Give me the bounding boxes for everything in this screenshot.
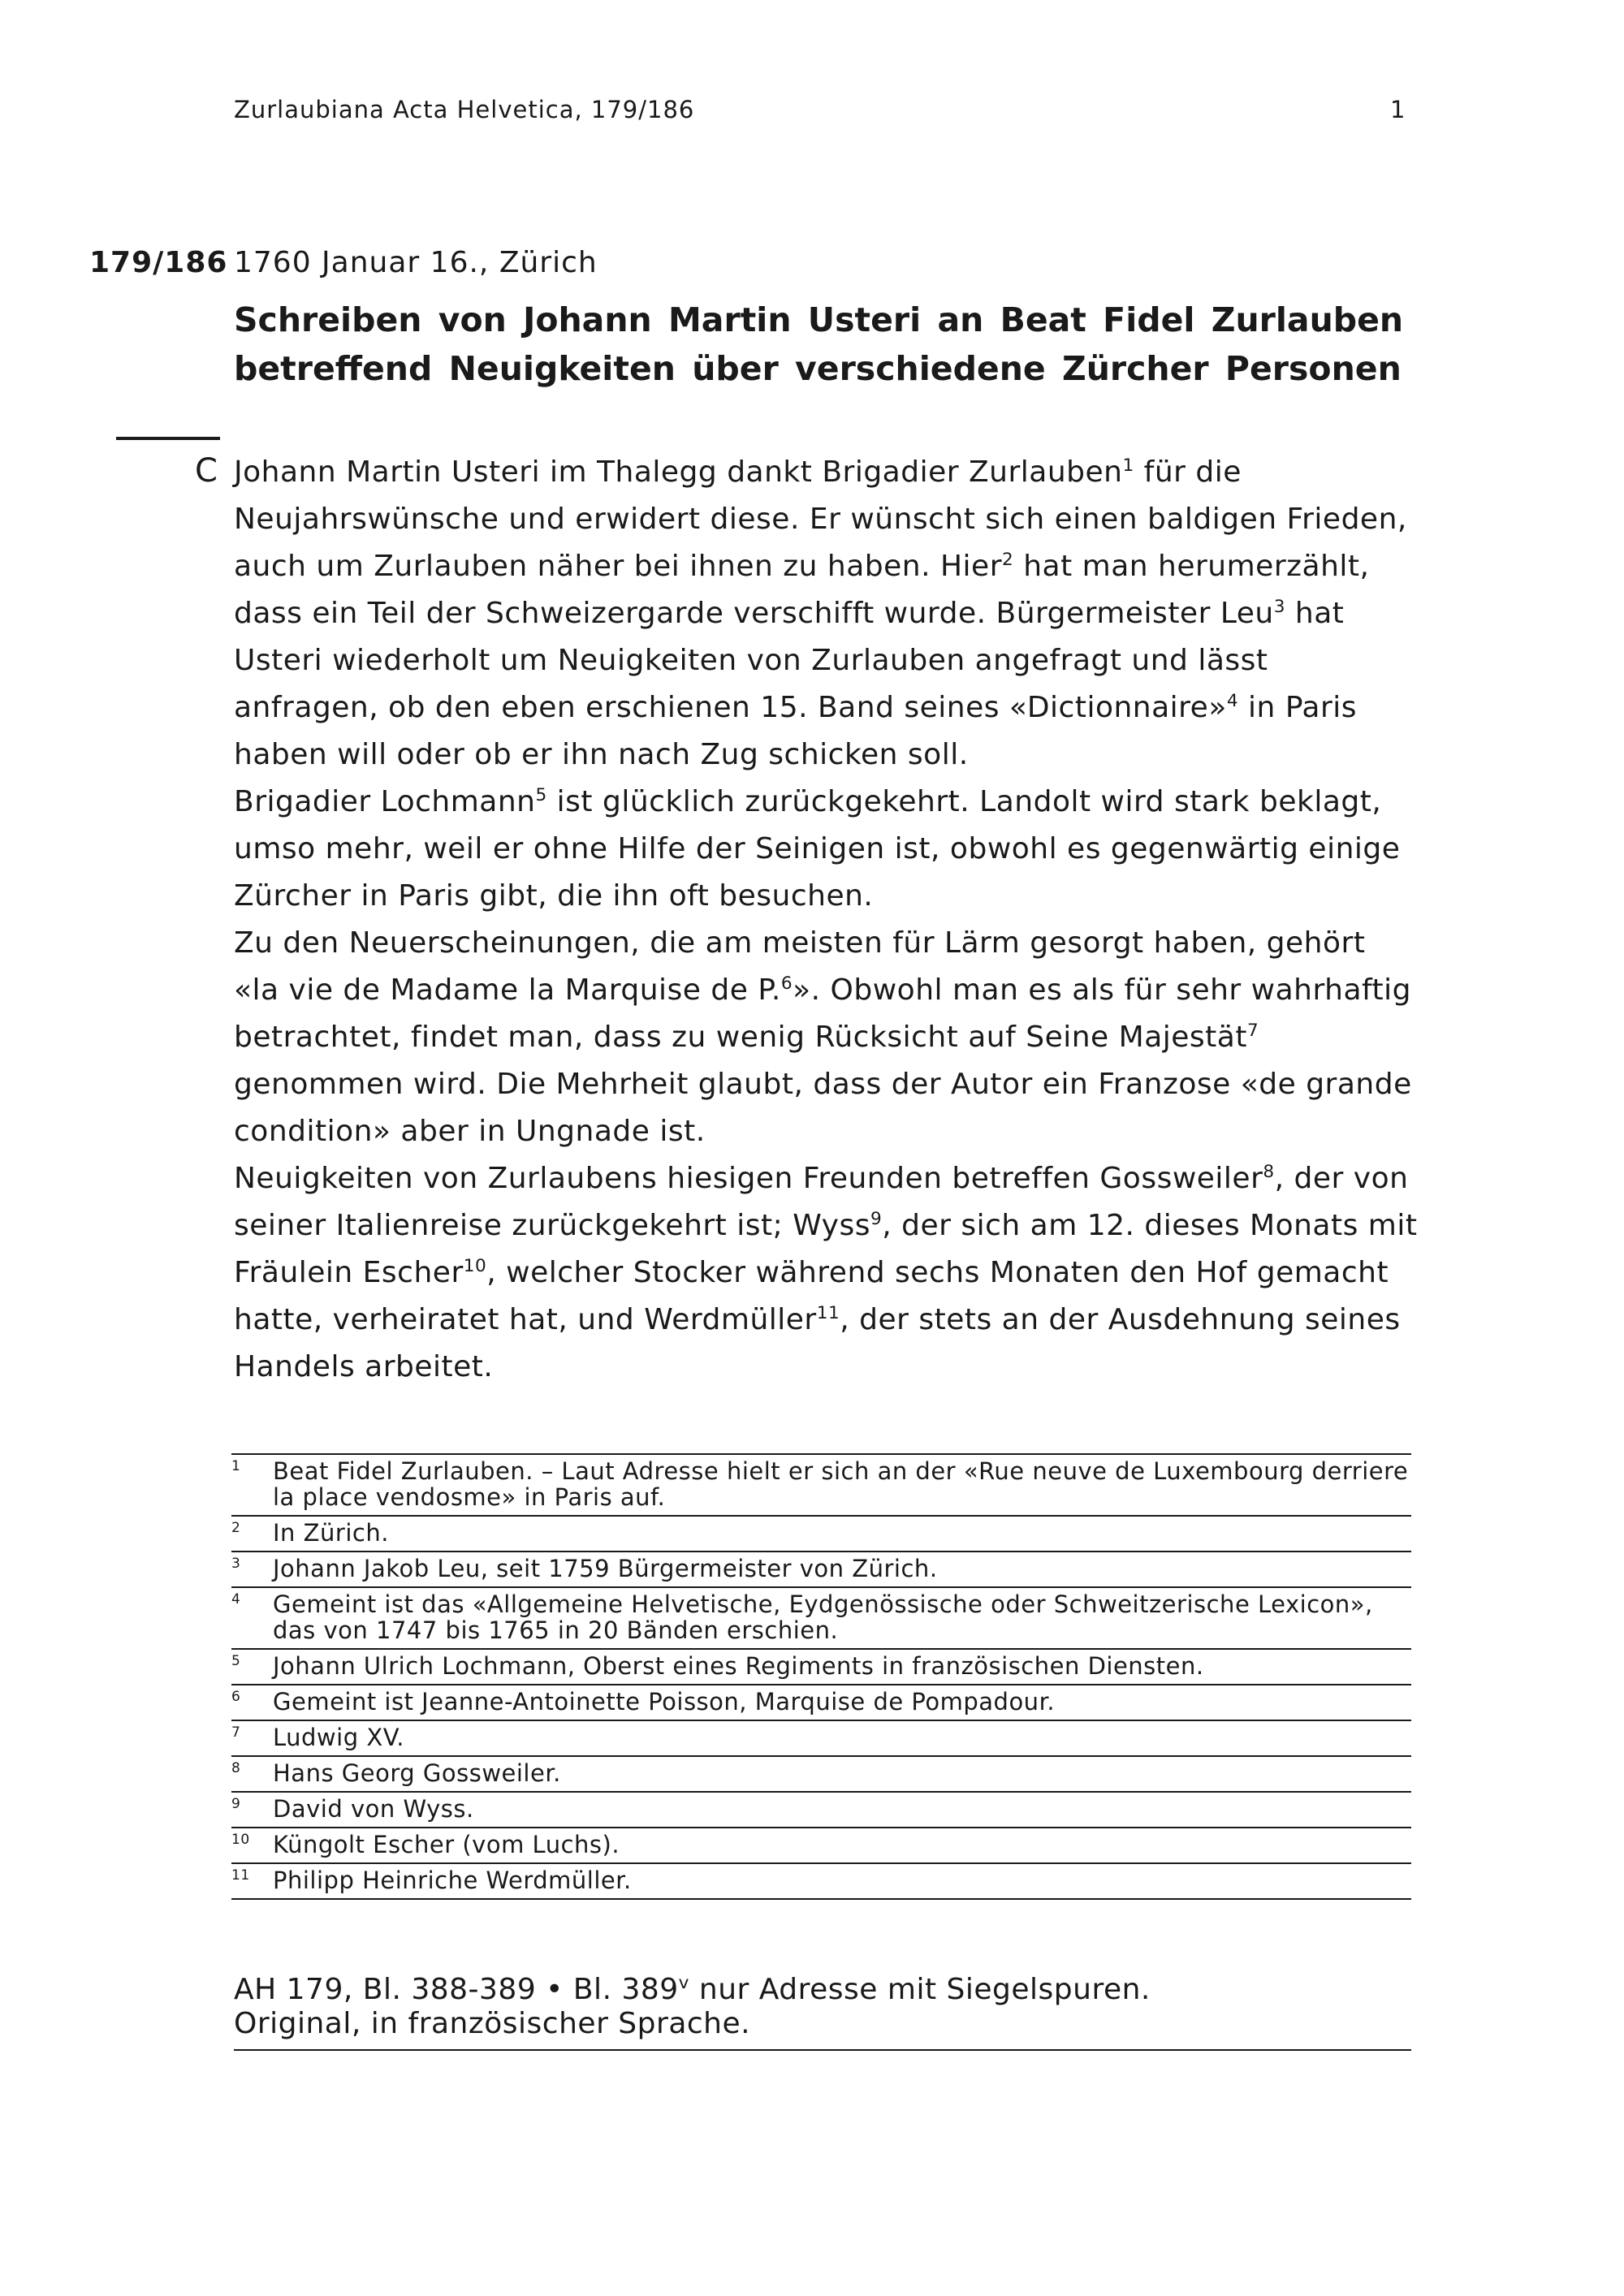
paragraph-4 <box>234 1155 1419 1391</box>
source-line-1 <box>234 1973 1411 2007</box>
source-line-2: Original, in französischer Sprache. <box>234 2007 751 2040</box>
footnote-ref[interactable]: 10 <box>463 1256 487 1276</box>
footnote-text: Johann Jakob Leu, seit 1759 Bürgermeister von Zürich. <box>273 1555 938 1582</box>
text-run: , der sich am 12. dieses Monats mit Fräulein Escher <box>234 1209 1418 1289</box>
text-run: , der stets an der Ausdehnung seines Handels arbeitet. <box>234 1303 1401 1383</box>
footnote-text: Küngolt Escher (vom Luchs). <box>273 1831 620 1858</box>
document-id: 179/186 <box>89 246 228 279</box>
text-run: hat man herumerzählt, dass ein Teil der Schweizergarde verschifft wurde. Bürgermeister Leu <box>234 550 1370 630</box>
footnote-2 <box>231 1517 1411 1552</box>
footnote-ref[interactable]: 5 <box>535 785 547 805</box>
footnote-ref[interactable]: 11 <box>816 1303 840 1323</box>
text-run: ». Obwohl man es als für sehr wahrhaftig betrachtet, findet man, dass zu wenig Rücksicht auf Seine Majestät <box>234 973 1412 1054</box>
footnote-ref[interactable]: 3 <box>1273 597 1285 617</box>
footnote-ref[interactable]: 4 <box>1226 691 1239 711</box>
text-run: , welcher Stocker während sechs Monaten den Hof gemacht hatte, verheiratet hat, und Werdmüller <box>234 1256 1389 1336</box>
text-run: ist glücklich zurückgekehrt. Landolt wird stark beklagt, umso mehr, weil er ohne Hilfe der Seinigen ist, obwohl es gegenwärtig einige Zürcher in Paris gibt, die ihn oft besuchen. <box>234 785 1401 913</box>
footnote-ref[interactable]: 8 <box>1263 1162 1275 1182</box>
page-number: 1 <box>1390 96 1406 123</box>
text-run: hat Usteri wiederholt um Neuigkeiten von Zurlauben angefragt und lässt anfragen, ob den eben erschienen 15. Band seines «Dictionnaire» <box>234 597 1345 724</box>
footnote-ref[interactable]: 6 <box>780 973 793 994</box>
source-note <box>234 1973 1411 2051</box>
footnote-4 <box>231 1588 1411 1650</box>
paragraph-2 <box>234 779 1419 920</box>
text-run: genommen wird. Die Mehrheit glaubt, dass der Autor ein Franzose «de grande condition» aber in Ungnade ist. <box>234 1068 1412 1148</box>
margin-rule <box>116 437 220 440</box>
footnote-ref[interactable]: 7 <box>1246 1021 1259 1041</box>
paragraph-3 <box>234 920 1419 1155</box>
footnote-text: Johann Ulrich Lochmann, Oberst eines Regiments in französischen Diensten. <box>273 1652 1204 1680</box>
footnote-number: 10 <box>231 1832 250 1848</box>
footnote-number: 2 <box>231 1520 241 1536</box>
text-run: Neuigkeiten von Zurlaubens hiesigen Freunden betreffen Gossweiler <box>234 1162 1263 1195</box>
footnote-7 <box>231 1721 1411 1757</box>
footnote-text: Philipp Heinriche Werdmüller. <box>273 1867 632 1894</box>
text-run: in Paris haben will oder ob er ihn nach Zug schicken soll. <box>234 691 1358 771</box>
document-title: Schreiben von Johann Martin Usteri an Beat Fidel Zurlauben betreffend Neuigkeiten über verschiedene Zürcher Personen <box>234 300 1404 388</box>
text-run: Zu den Neuerscheinungen, die am meisten für Lärm gesorgt haben, gehört «la vie de Madame la Marquise de P. <box>234 926 1366 1007</box>
footnote-3 <box>231 1552 1411 1588</box>
verso-mark: v <box>678 1973 689 1993</box>
footnote-number: 6 <box>231 1689 241 1705</box>
footnote-number: 7 <box>231 1724 241 1741</box>
footnote-number: 9 <box>231 1796 241 1812</box>
text-run: Brigadier Lochmann <box>234 785 536 818</box>
text-run: für die Neujahrswünsche und erwidert diese. Er wünscht sich einen baldigen Frieden, auch um Zurlauben näher bei ihnen zu haben. Hier <box>234 455 1407 583</box>
footnote-number: 1 <box>231 1458 241 1474</box>
margin-mark: C <box>195 452 218 490</box>
footnote-ref[interactable]: 2 <box>1002 550 1014 570</box>
document-date: 1760 Januar 16., Zürich <box>234 246 598 279</box>
paragraph-1 <box>234 449 1419 779</box>
footnote-text: Gemeint ist Jeanne-Antoinette Poisson, Marquise de Pompadour. <box>273 1688 1056 1716</box>
footnote-text: David von Wyss. <box>273 1795 474 1823</box>
footnote-8 <box>231 1757 1411 1793</box>
footnote-6 <box>231 1685 1411 1721</box>
source-description: nur Adresse mit Siegelspuren. <box>689 1973 1151 2006</box>
text-run: Johann Martin Usteri im Thalegg dankt Brigadier Zurlauben <box>234 455 1123 489</box>
body-text <box>234 449 1419 1391</box>
footnote-10 <box>231 1828 1411 1864</box>
footnote-9 <box>231 1793 1411 1828</box>
footnote-text: Hans Georg Gossweiler. <box>273 1759 561 1787</box>
footnote-text: Beat Fidel Zurlauben. – Laut Adresse hielt er sich an der «Rue neuve de Luxembourg derriere la place vendosme» in Paris auf. <box>273 1457 1409 1511</box>
footnote-5 <box>231 1650 1411 1685</box>
footnote-number: 5 <box>231 1653 241 1669</box>
footnote-number: 11 <box>231 1867 250 1884</box>
text-run: , der von seiner Italienreise zurückgekehrt ist; Wyss <box>234 1162 1409 1242</box>
source-archive: AH 179, Bl. 388-389 • Bl. 389 <box>234 1973 679 2006</box>
footnote-number: 8 <box>231 1760 241 1776</box>
footnote-11 <box>231 1864 1411 1900</box>
footnote-text: Ludwig XV. <box>273 1724 405 1751</box>
running-title: Zurlaubiana Acta Helvetica, 179/186 <box>234 96 695 123</box>
footnote-ref[interactable]: 9 <box>870 1209 883 1229</box>
footnotes <box>231 1453 1411 1900</box>
footnote-ref[interactable]: 1 <box>1122 455 1134 476</box>
footnote-text: In Zürich. <box>273 1519 389 1547</box>
footnote-number: 3 <box>231 1556 241 1572</box>
footnote-1 <box>231 1455 1411 1517</box>
footnote-number: 4 <box>231 1591 241 1608</box>
footnote-text: Gemeint ist das «Allgemeine Helvetische, Eydgenössische oder Schweitzerische Lexicon», das von 1747 bis 1765 in 20 Bänden erschien. <box>273 1590 1373 1644</box>
